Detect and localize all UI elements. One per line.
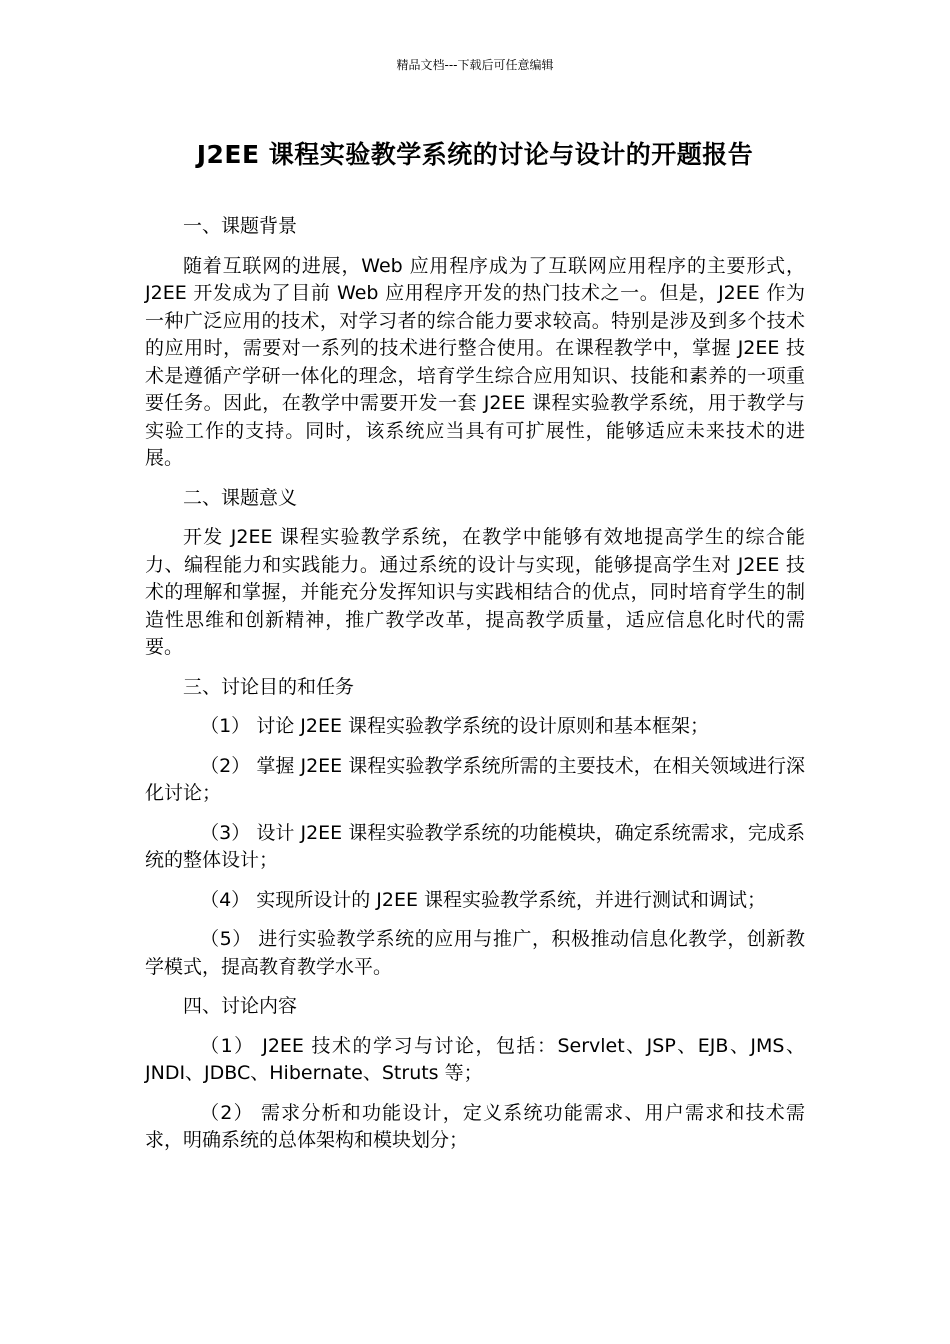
section-heading-background: 一、课题背景 <box>183 215 298 237</box>
background-paragraph: 随着互联网的进展，Web 应用程序成为了互联网应用程序的主要形式，J2EE 开发成为了目前 Web 应用程序开发的热门技术之一。但是，J2EE 作为一种广泛应用的技术，对学习者的综合能力要求较高。特别是涉及到多个技术的应用时，需要对一系列的技术进行整合使用。在课程教学中，掌握 J2EE 技术是遵循产学研一体化的理念，培育学生综合应用知识、技能和素养的一项重要任务。因此，在教学中需要开发一套 J2EE 课程实验教学系统，用于教学与实验工作的支持。同时，该系统应当具有可扩展性，能够适应未来技术的进展。 <box>145 254 805 469</box>
goal-item: （4） 实现所设计的 J2EE 课程实验教学系统，并进行测试和调试； <box>200 888 767 911</box>
content-item: （2） 需求分析和功能设计，定义系统功能需求、用户需求和技术需求，明确系统的总体架构和模块划分； <box>145 1101 805 1151</box>
content-item: （1） J2EE 技术的学习与讨论，包括：Servlet、JSP、EJB、JMS、JNDI、JDBC、Hibernate、Struts 等； <box>145 1034 805 1084</box>
significance-paragraph: 开发 J2EE 课程实验教学系统，在教学中能够有效地提高学生的综合能力、编程能力和实践能力。通过系统的设计与实现，能够提高学生对 J2EE 技术的理解和掌握，并能充分发挥知识与实践相结合的优点，同时培育学生的制造性思维和创新精神，推广教学改革，提高教学质量，适应信息化时代的需要。 <box>145 526 805 658</box>
document-body <box>145 213 805 1167</box>
goal-item: （3） 设计 J2EE 课程实验教学系统的功能模块，确定系统需求，完成系统的整体设计； <box>145 821 805 871</box>
goal-item: （2） 掌握 J2EE 课程实验教学系统所需的主要技术，在相关领域进行深化讨论； <box>145 754 805 804</box>
goal-item: （1） 讨论 J2EE 课程实验教学系统的设计原则和基本框架； <box>200 715 710 737</box>
document-title: J2EE 课程实验教学系统的讨论与设计的开题报告 <box>196 140 754 169</box>
section-heading-significance: 二、课题意义 <box>183 486 298 509</box>
section-heading-goals: 三、讨论目的和任务 <box>183 675 355 698</box>
goal-item: （5） 进行实验教学系统的应用与推广，积极推动信息化教学，创新教学模式，提高教育教学水平。 <box>145 928 805 978</box>
page-header: 精品文档---下载后可任意编辑 <box>396 58 554 72</box>
section-heading-content: 四、讨论内容 <box>183 995 298 1017</box>
